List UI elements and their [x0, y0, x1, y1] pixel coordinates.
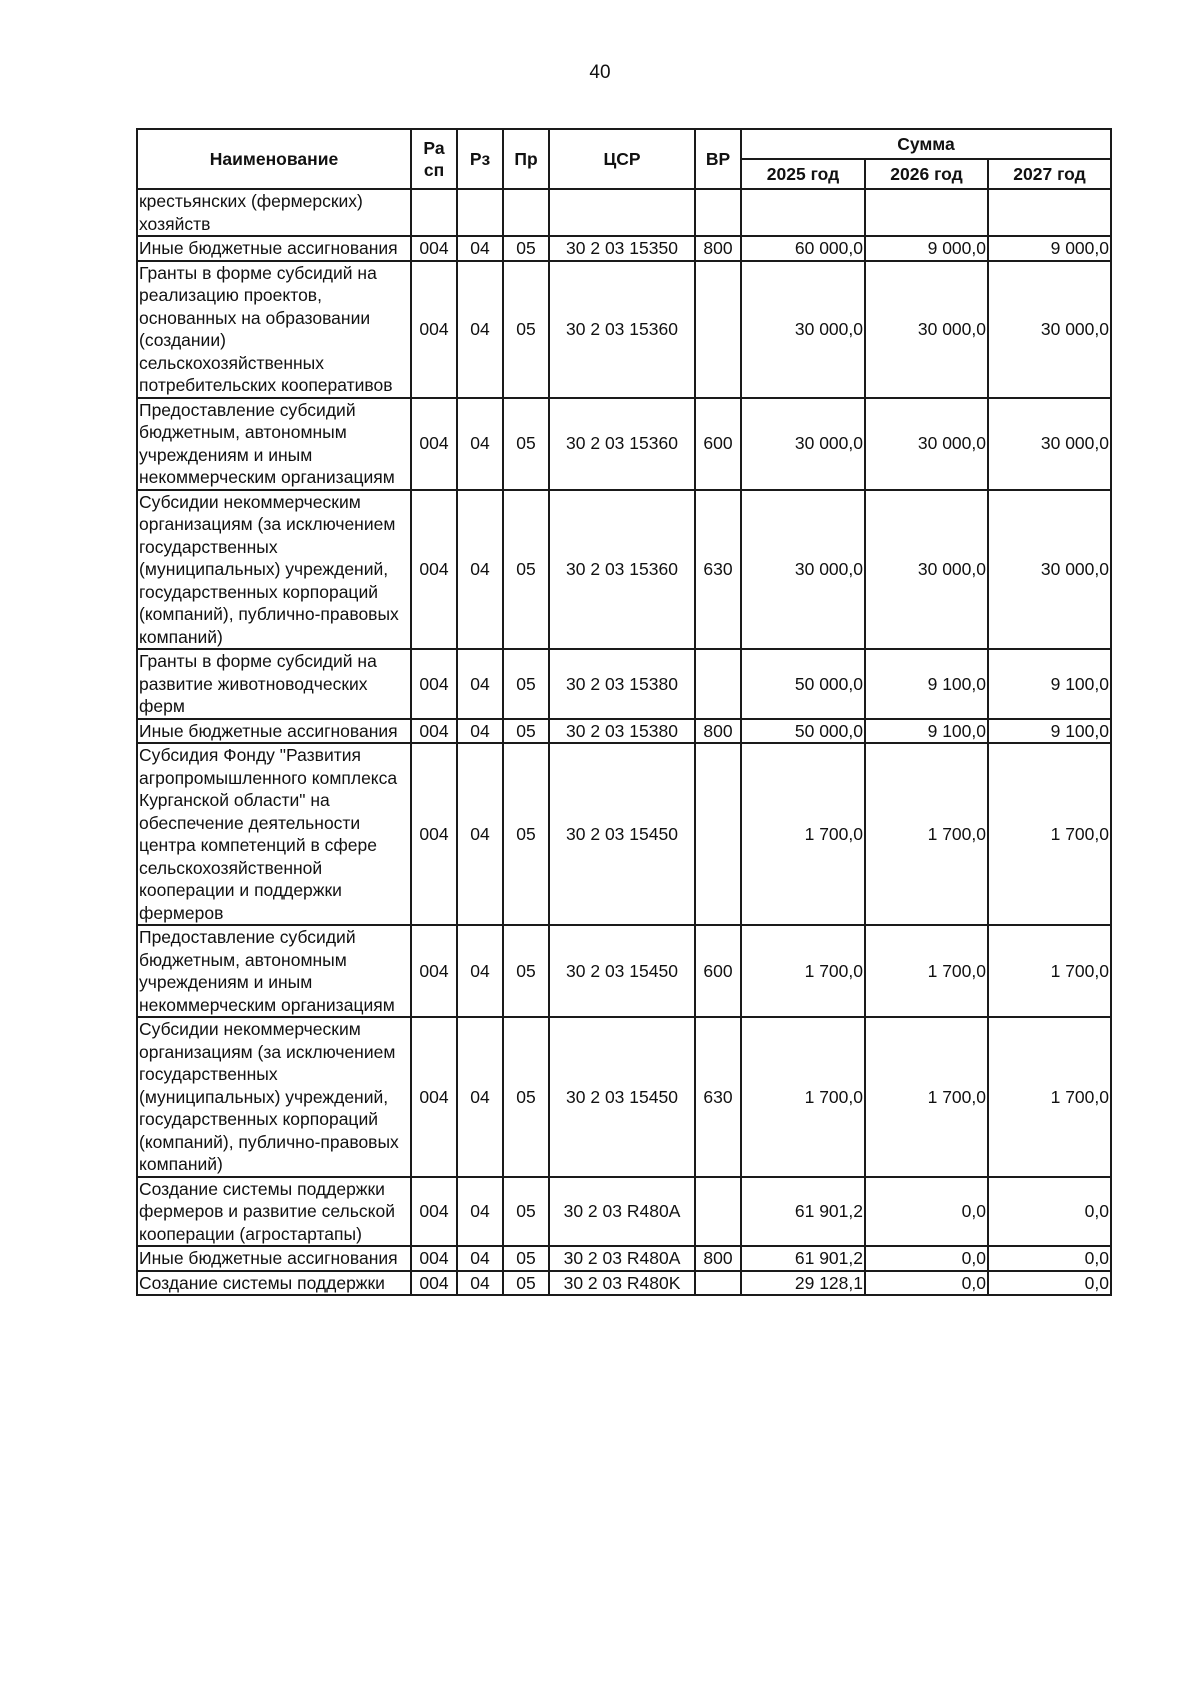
cell-rz: 04: [457, 1177, 503, 1247]
cell-pr: 05: [503, 236, 549, 261]
cell-2026: 0,0: [865, 1246, 988, 1271]
cell-name: Субсидии некоммерческим организациям (за исключением государственных (муниципальных) учреждений, государственных корпораций (компаний), публично-правовых компаний): [137, 490, 411, 650]
cell-vr: 800: [695, 236, 741, 261]
header-year-2025: 2025 год: [741, 159, 865, 189]
cell-2026: 1 700,0: [865, 743, 988, 925]
cell-pr: 05: [503, 398, 549, 490]
cell-pr: 05: [503, 490, 549, 650]
header-vr: ВР: [695, 129, 741, 189]
table-row: [137, 1017, 1200, 1177]
cell-2027: 1 700,0: [988, 925, 1111, 1017]
cell-2025: 61 901,2: [741, 1177, 865, 1247]
table-row: [137, 261, 1200, 398]
cell-rasp: 004: [411, 1017, 457, 1177]
cell-2025: 60 000,0: [741, 236, 865, 261]
table-row: [137, 743, 1200, 925]
cell-vr: [695, 743, 741, 925]
cell-rasp: 004: [411, 1271, 457, 1296]
cell-pr: [503, 189, 549, 236]
table-row: [137, 925, 1200, 1017]
header-pr: Пр: [503, 129, 549, 189]
cell-rz: 04: [457, 649, 503, 719]
cell-vr: 800: [695, 1246, 741, 1271]
cell-2026: 9 000,0: [865, 236, 988, 261]
cell-2027: 30 000,0: [988, 398, 1111, 490]
cell-vr: [695, 1271, 741, 1296]
cell-2025: 1 700,0: [741, 743, 865, 925]
cell-2027: 9 000,0: [988, 236, 1111, 261]
cell-name: Иные бюджетные ассигнования: [137, 1246, 411, 1271]
cell-pr: 05: [503, 1246, 549, 1271]
cell-rasp: 004: [411, 1246, 457, 1271]
cell-name: Гранты в форме субсидий на развитие животноводческих ферм: [137, 649, 411, 719]
header-rasp: Ра сп: [411, 129, 457, 189]
cell-rz: 04: [457, 261, 503, 398]
cell-csr: 30 2 03 R480A: [549, 1246, 695, 1271]
cell-name: Создание системы поддержки фермеров и развитие сельской кооперации (агростартапы): [137, 1177, 411, 1247]
header-rz: Рз: [457, 129, 503, 189]
cell-name: Субсидии некоммерческим организациям (за исключением государственных (муниципальных) учреждений, государственных корпораций (компаний), публично-правовых компаний): [137, 1017, 411, 1177]
cell-vr: 630: [695, 490, 741, 650]
cell-2026: 30 000,0: [865, 398, 988, 490]
cell-rasp: 004: [411, 398, 457, 490]
cell-csr: [549, 189, 695, 236]
cell-name: Иные бюджетные ассигнования: [137, 236, 411, 261]
cell-2025: 30 000,0: [741, 490, 865, 650]
cell-csr: 30 2 03 15360: [549, 490, 695, 650]
cell-rz: 04: [457, 1017, 503, 1177]
cell-csr: 30 2 03 15450: [549, 1017, 695, 1177]
cell-name: Предоставление субсидий бюджетным, автономным учреждениям и иным некоммерческим организациям: [137, 925, 411, 1017]
cell-2026: 0,0: [865, 1271, 988, 1296]
cell-2027: 30 000,0: [988, 261, 1111, 398]
table-row: [137, 1246, 1200, 1271]
cell-rasp: 004: [411, 719, 457, 744]
budget-table: [136, 128, 1200, 1296]
table-row: [137, 189, 1200, 236]
cell-2025: 1 700,0: [741, 925, 865, 1017]
cell-vr: [695, 189, 741, 236]
cell-name: Предоставление субсидий бюджетным, автономным учреждениям и иным некоммерческим организациям: [137, 398, 411, 490]
cell-csr: 30 2 03 15380: [549, 649, 695, 719]
cell-vr: [695, 261, 741, 398]
cell-rasp: 004: [411, 925, 457, 1017]
cell-2027: 1 700,0: [988, 743, 1111, 925]
cell-csr: 30 2 03 15450: [549, 743, 695, 925]
cell-2026: 9 100,0: [865, 649, 988, 719]
header-year-2026: 2026 год: [865, 159, 988, 189]
cell-pr: 05: [503, 1177, 549, 1247]
cell-csr: 30 2 03 15350: [549, 236, 695, 261]
cell-2027: 0,0: [988, 1271, 1111, 1296]
cell-rasp: 004: [411, 490, 457, 650]
cell-rz: 04: [457, 1246, 503, 1271]
cell-2027: 9 100,0: [988, 649, 1111, 719]
cell-pr: 05: [503, 1271, 549, 1296]
cell-2026: [865, 189, 988, 236]
cell-csr: 30 2 03 R480A: [549, 1177, 695, 1247]
cell-name: Иные бюджетные ассигнования: [137, 719, 411, 744]
cell-2026: 9 100,0: [865, 719, 988, 744]
cell-rz: 04: [457, 1271, 503, 1296]
cell-2026: 0,0: [865, 1177, 988, 1247]
cell-rz: 04: [457, 925, 503, 1017]
table-row: [137, 649, 1200, 719]
cell-name: крестьянских (фермерских) хозяйств: [137, 189, 411, 236]
page-number: 40: [589, 62, 611, 83]
cell-pr: 05: [503, 925, 549, 1017]
header-year-2027: 2027 год: [988, 159, 1111, 189]
cell-rz: 04: [457, 236, 503, 261]
cell-name: Субсидия Фонду "Развития агропромышленного комплекса Курганской области" на обеспечение деятельности центра компетенций в сфере сельскохозяйственной кооперации и поддержки фермеров: [137, 743, 411, 925]
cell-rasp: 004: [411, 236, 457, 261]
cell-2025: 30 000,0: [741, 261, 865, 398]
cell-vr: 630: [695, 1017, 741, 1177]
cell-vr: 800: [695, 719, 741, 744]
cell-csr: 30 2 03 15380: [549, 719, 695, 744]
cell-rz: 04: [457, 719, 503, 744]
cell-2025: 1 700,0: [741, 1017, 865, 1177]
table-row: [137, 490, 1200, 650]
cell-2027: 9 100,0: [988, 719, 1111, 744]
cell-rasp: 004: [411, 649, 457, 719]
cell-2025: 50 000,0: [741, 649, 865, 719]
cell-2026: 1 700,0: [865, 925, 988, 1017]
cell-pr: 05: [503, 743, 549, 925]
cell-csr: 30 2 03 15450: [549, 925, 695, 1017]
cell-vr: [695, 1177, 741, 1247]
cell-2027: 0,0: [988, 1177, 1111, 1247]
cell-rasp: 004: [411, 261, 457, 398]
cell-2026: 30 000,0: [865, 490, 988, 650]
cell-rz: 04: [457, 743, 503, 925]
cell-csr: 30 2 03 R480K: [549, 1271, 695, 1296]
cell-pr: 05: [503, 649, 549, 719]
table-row: [137, 398, 1200, 490]
table-row: [137, 236, 1200, 261]
cell-vr: 600: [695, 398, 741, 490]
cell-csr: 30 2 03 15360: [549, 261, 695, 398]
cell-rasp: 004: [411, 743, 457, 925]
cell-pr: 05: [503, 1017, 549, 1177]
header-csr: ЦСР: [549, 129, 695, 189]
cell-rasp: [411, 189, 457, 236]
cell-vr: [695, 649, 741, 719]
cell-2027: [988, 189, 1111, 236]
header-sum: Сумма: [741, 129, 1111, 159]
cell-rasp: 004: [411, 1177, 457, 1247]
cell-2027: 1 700,0: [988, 1017, 1111, 1177]
cell-2026: 1 700,0: [865, 1017, 988, 1177]
cell-name: Создание системы поддержки: [137, 1271, 411, 1296]
cell-name: Гранты в форме субсидий на реализацию проектов, основанных на образовании (создании) сельскохозяйственных потребительских кооперативов: [137, 261, 411, 398]
cell-rz: 04: [457, 490, 503, 650]
cell-csr: 30 2 03 15360: [549, 398, 695, 490]
table-body: [137, 189, 1200, 1295]
header-name: Наименование: [137, 129, 411, 189]
cell-pr: 05: [503, 261, 549, 398]
cell-pr: 05: [503, 719, 549, 744]
cell-2025: [741, 189, 865, 236]
cell-2026: 30 000,0: [865, 261, 988, 398]
cell-2025: 50 000,0: [741, 719, 865, 744]
table-header-row: [137, 129, 1200, 159]
table-row: [137, 1177, 1200, 1247]
table-row: [137, 1271, 1200, 1296]
table-row: [137, 719, 1200, 744]
cell-2025: 30 000,0: [741, 398, 865, 490]
cell-2027: 0,0: [988, 1246, 1111, 1271]
cell-vr: 600: [695, 925, 741, 1017]
cell-rz: 04: [457, 398, 503, 490]
cell-2025: 29 128,1: [741, 1271, 865, 1296]
cell-2027: 30 000,0: [988, 490, 1111, 650]
cell-2025: 61 901,2: [741, 1246, 865, 1271]
cell-rz: [457, 189, 503, 236]
